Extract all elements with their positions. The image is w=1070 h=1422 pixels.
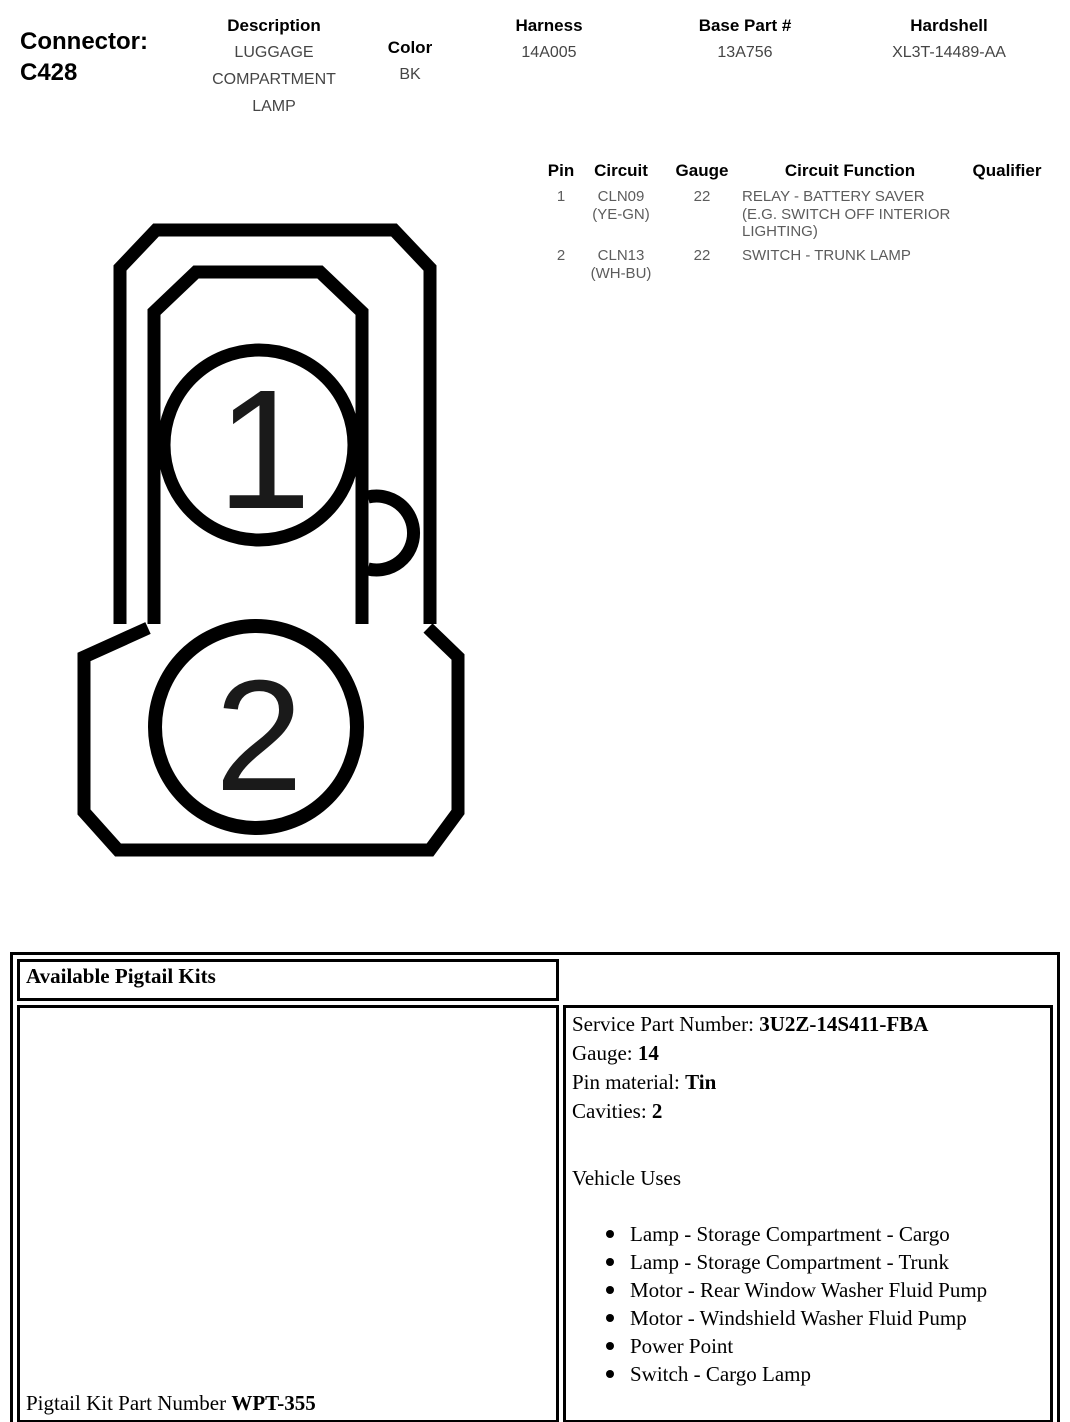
pigtail-table bbox=[10, 952, 1060, 1422]
column-description bbox=[186, 12, 362, 120]
circuit-code: CLN09 bbox=[597, 188, 645, 205]
connector-label: Connector: bbox=[20, 28, 148, 55]
service-field-value: 2 bbox=[651, 1099, 663, 1123]
hardshell-value: XL3T-14489-AA bbox=[892, 44, 1006, 61]
pigtail-kits-header-cell bbox=[17, 959, 559, 1001]
description-header: Description bbox=[227, 16, 321, 35]
pigtail-kit-cell bbox=[17, 1005, 559, 1422]
pigtail-header-row bbox=[17, 959, 1053, 1001]
pin-header-gauge: Gauge bbox=[675, 161, 729, 180]
function-line: SWITCH - TRUNK LAMP bbox=[742, 247, 911, 264]
color-value: BK bbox=[399, 66, 421, 83]
column-color bbox=[372, 34, 448, 88]
column-harness bbox=[502, 12, 596, 66]
circuit-code: CLN13 bbox=[597, 247, 645, 264]
connector-id: C428 bbox=[20, 59, 78, 86]
pin-cell-circuit bbox=[578, 247, 664, 282]
vehicle-use-item: Motor - Windshield Washer Fluid Pump bbox=[606, 1304, 1044, 1332]
pigtail-kits-header: Available Pigtail Kits bbox=[26, 964, 216, 988]
pin-cell-function bbox=[742, 247, 982, 265]
pigtail-body-row bbox=[17, 1005, 1053, 1422]
pin-cell-pin: 2 bbox=[556, 247, 566, 264]
vehicle-use-item: Switch - Cargo Lamp bbox=[606, 1360, 1044, 1388]
pin-header-function: Circuit Function bbox=[784, 161, 916, 180]
service-field-label: Service Part Number: bbox=[572, 1012, 760, 1036]
service-field bbox=[572, 1097, 1044, 1126]
column-hardshell bbox=[876, 12, 1022, 66]
description-line-3: LAMP bbox=[252, 98, 296, 115]
pigtail-part-number: WPT-355 bbox=[231, 1391, 316, 1415]
harness-header: Harness bbox=[515, 16, 583, 35]
pigtail-part-number-label: Pigtail Kit Part Number bbox=[26, 1391, 232, 1415]
circuit-color: (WH-BU) bbox=[590, 264, 652, 282]
pin-cell-gauge: 22 bbox=[693, 247, 711, 264]
hardshell-header: Hardshell bbox=[910, 16, 988, 35]
pin-cell-pin: 1 bbox=[556, 188, 566, 205]
function-line: LIGHTING) bbox=[742, 223, 818, 240]
service-field-label: Gauge: bbox=[572, 1041, 638, 1065]
connector-title bbox=[20, 26, 148, 88]
vehicle-uses-title: Vehicle Uses bbox=[572, 1166, 682, 1190]
vehicle-uses-list bbox=[572, 1220, 1044, 1388]
pigtail-header-spacer bbox=[563, 959, 1053, 1001]
keyway-bump bbox=[368, 496, 414, 570]
circuit-color: (YE-GN) bbox=[592, 205, 650, 223]
pin-cell-circuit bbox=[578, 188, 664, 223]
cavity-label-2: 2 bbox=[215, 648, 303, 824]
description-line-2: COMPARTMENT bbox=[212, 71, 336, 88]
harness-value: 14A005 bbox=[521, 44, 577, 61]
base-part-header: Base Part # bbox=[698, 16, 792, 35]
vehicle-use-item: Motor - Rear Window Washer Fluid Pump bbox=[606, 1276, 1044, 1304]
pin-header-qualifier: Qualifier bbox=[972, 161, 1042, 180]
service-part-cell bbox=[563, 1005, 1053, 1422]
pin-cell-function bbox=[742, 188, 982, 241]
pin-cell-gauge: 22 bbox=[693, 188, 711, 205]
service-field-value: 3U2Z-14S411-FBA bbox=[759, 1012, 929, 1036]
vehicle-use-item: Lamp - Storage Compartment - Cargo bbox=[606, 1220, 1044, 1248]
service-field-label: Cavities: bbox=[572, 1099, 652, 1123]
description-line-1: LUGGAGE bbox=[234, 44, 314, 61]
base-part-value: 13A756 bbox=[717, 44, 773, 61]
color-header: Color bbox=[387, 38, 433, 57]
cavity-label-1: 1 bbox=[216, 355, 312, 545]
pin-header-circuit: Circuit bbox=[594, 161, 648, 180]
service-field-label: Pin material: bbox=[572, 1070, 686, 1094]
vehicle-use-item: Lamp - Storage Compartment - Trunk bbox=[606, 1248, 1044, 1276]
service-field bbox=[572, 1010, 1044, 1039]
service-field-value: Tin bbox=[685, 1070, 717, 1094]
function-line: RELAY - BATTERY SAVER bbox=[742, 188, 925, 205]
service-field bbox=[572, 1068, 1044, 1097]
pigtail-part-number-line bbox=[26, 1391, 316, 1416]
service-field bbox=[572, 1039, 1044, 1068]
pin-header-pin: Pin bbox=[547, 161, 575, 180]
connector-diagram bbox=[60, 210, 475, 875]
function-line: (E.G. SWITCH OFF INTERIOR bbox=[742, 205, 951, 223]
service-field-value: 14 bbox=[637, 1041, 659, 1065]
vehicle-use-item: Power Point bbox=[606, 1332, 1044, 1360]
column-base-part bbox=[688, 12, 802, 66]
